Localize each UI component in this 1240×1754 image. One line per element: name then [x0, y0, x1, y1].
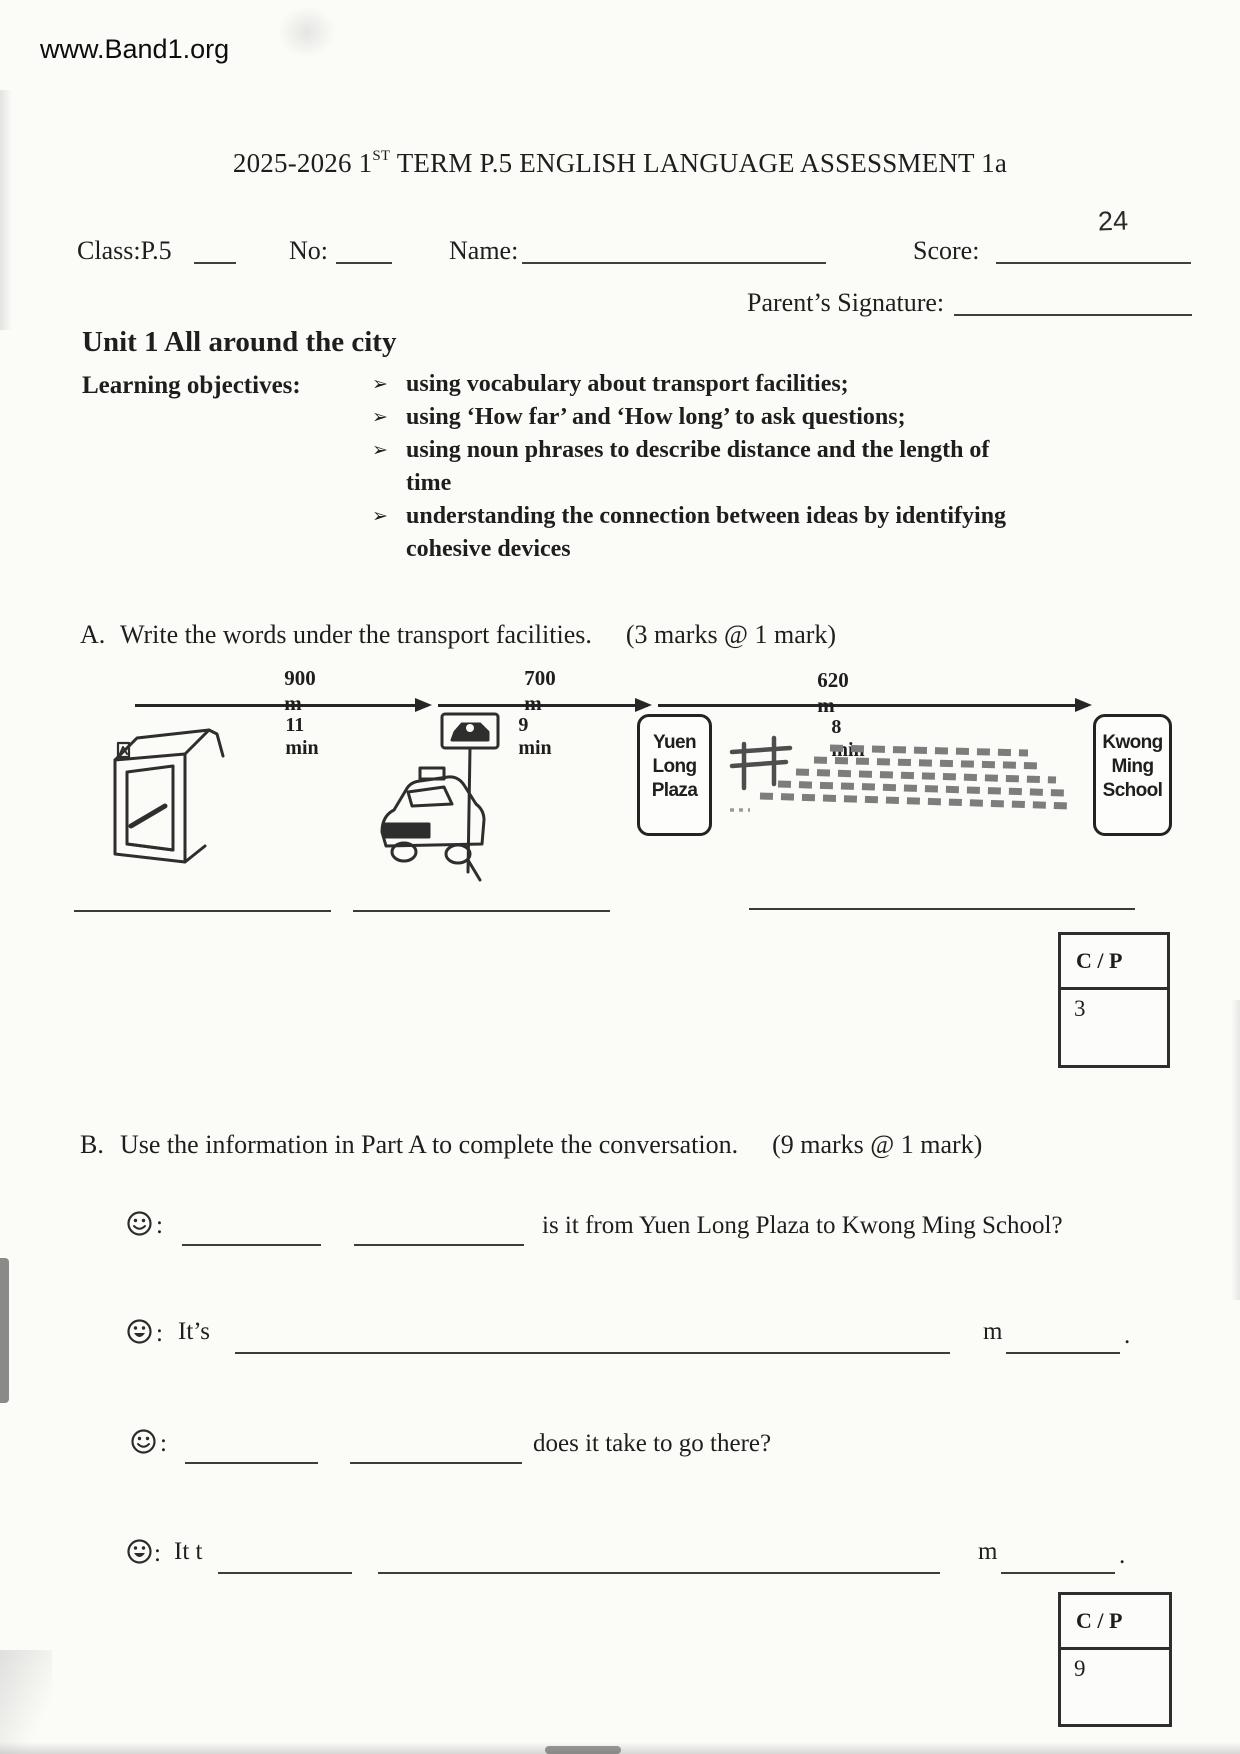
section-b-instruction: Use the information in Part A to complete the conversation. [120, 1130, 739, 1159]
school-sign-line: Ming [1111, 756, 1154, 777]
scan-smudge [545, 1746, 621, 1754]
dialogue-blank [354, 1244, 524, 1246]
section-b-label: B. [80, 1130, 104, 1159]
route-segment-arrow [658, 704, 1088, 707]
plaza-sign-line: Plaza [651, 780, 698, 801]
section-b-marks: (9 marks @ 1 mark) [772, 1130, 983, 1159]
arrow-bullet-icon: ➢ [372, 440, 388, 461]
objective-text: time [406, 470, 452, 496]
arrow-bullet-icon: ➢ [372, 374, 388, 395]
route-segment-arrow [135, 704, 428, 707]
zebra-crossing-icon [728, 726, 1073, 818]
title-part1: 2025-2026 1 [232, 148, 373, 178]
section-b-header [80, 1130, 982, 1160]
cp-box-value: 9 [1074, 1656, 1086, 1681]
answer-blank-facility-2 [353, 910, 610, 912]
scan-smudge [278, 6, 336, 58]
objective-line [372, 434, 1072, 467]
speaker-colon: : [156, 1212, 163, 1239]
class-label: Class:P.5 [77, 236, 172, 265]
open-smile-face-icon [126, 1538, 153, 1565]
learning-objectives-label: Learning objectives: [82, 372, 301, 399]
objective-text: using noun phrases to describe distance and the length of [406, 437, 990, 463]
period: . [1124, 1322, 1131, 1349]
objective-line [372, 467, 1072, 500]
title-part2: TERM P.5 ENGLISH LANGUAGE ASSESSMENT 1a [390, 148, 1008, 178]
no-blank [336, 238, 392, 264]
arrow-bullet-icon: ➢ [372, 506, 388, 527]
distance-label: 700 m [524, 666, 556, 715]
dialogue-blank [185, 1462, 318, 1464]
dialogue-blank [350, 1462, 522, 1464]
answer-blank-facility-3 [749, 908, 1135, 910]
dialogue-prefix: It’s [178, 1318, 210, 1345]
school-sign-line: Kwong [1102, 732, 1163, 753]
watermark: www.Band1.org [40, 34, 230, 64]
objective-text: cohesive devices [406, 536, 571, 562]
objective-line [372, 401, 1072, 434]
distance-label: 900 m [284, 666, 316, 715]
objective-line [372, 500, 1072, 533]
plaza-sign-line: Long [652, 756, 697, 777]
open-smile-face-icon [126, 1318, 153, 1345]
duration-label: 8 min [831, 716, 865, 761]
score-label: Score: [913, 236, 980, 265]
answer-blank-facility-1 [74, 910, 331, 912]
plaza-sign [637, 714, 712, 836]
mtr-station-icon [103, 718, 243, 866]
dialogue-blank [182, 1244, 321, 1246]
scan-edge-shadow [1231, 1000, 1240, 1300]
objective-line [372, 533, 1072, 566]
cp-marks-box-a [1058, 932, 1170, 1068]
name-label: Name: [449, 236, 519, 265]
cp-box-header: C / P [1061, 1595, 1169, 1650]
unit-label: m [978, 1538, 998, 1565]
objective-line [372, 368, 1072, 401]
speaker-colon: : [154, 1540, 161, 1567]
objective-text: using vocabulary about transport facilities; [406, 371, 849, 397]
score-blank [996, 238, 1191, 264]
page-title [0, 148, 1240, 179]
scan-corner-shadow [0, 1650, 52, 1754]
period: . [1119, 1542, 1126, 1569]
cp-box-header: C / P [1061, 935, 1167, 990]
dialogue-blank [1006, 1352, 1120, 1354]
dialogue-blank [1001, 1572, 1115, 1574]
parent-signature-blank [954, 290, 1192, 316]
dialogue-text: does it take to go there? [533, 1430, 772, 1457]
cp-marks-box-b [1058, 1592, 1172, 1727]
school-sign [1093, 714, 1172, 836]
unit-label: m [983, 1318, 1003, 1345]
duration-label: 9 min [518, 714, 552, 759]
dialogue-blank [378, 1572, 940, 1574]
dialogue-prefix: It t [174, 1538, 203, 1565]
no-label: No: [289, 236, 328, 265]
scan-edge-mark [0, 1258, 9, 1403]
speaker-colon: : [156, 1320, 163, 1347]
dialogue-text: is it from Yuen Long Plaza to Kwong Ming School? [542, 1212, 1063, 1239]
dialogue-blank [235, 1352, 950, 1354]
learning-objectives-list [372, 368, 1072, 566]
section-a-marks: (3 marks @ 1 mark) [625, 620, 837, 649]
smiley-face-icon [130, 1428, 157, 1455]
objective-text: understanding the connection between ideas by identifying [406, 503, 1007, 529]
name-blank [522, 238, 826, 264]
scan-edge-shadow [0, 90, 12, 330]
dialogue-blank [218, 1572, 352, 1574]
distance-label: 620 m [817, 668, 849, 717]
section-a-header [80, 620, 836, 650]
section-a-label: A. [80, 620, 106, 649]
title-superscript: ST [372, 148, 391, 164]
smiley-face-icon [126, 1210, 153, 1237]
cp-box-value: 3 [1074, 996, 1086, 1021]
score-value-handwritten: 24 [1097, 205, 1129, 237]
scan-bottom-shadow [0, 1742, 1240, 1754]
unit-heading: Unit 1 All around the city [82, 326, 397, 358]
plaza-sign-line: Yuen [652, 732, 696, 753]
arrow-bullet-icon: ➢ [372, 407, 388, 428]
duration-label: 11 min [285, 714, 319, 759]
taxi-stand-icon [372, 710, 504, 888]
parent-signature-label: Parent’s Signature: [747, 288, 945, 317]
class-blank [194, 238, 236, 264]
section-a-instruction: Write the words under the transport facilities. [120, 620, 592, 649]
objective-text: using ‘How far’ and ‘How long’ to ask questions; [406, 404, 906, 430]
speaker-colon: : [160, 1430, 167, 1457]
school-sign-line: School [1102, 780, 1163, 801]
